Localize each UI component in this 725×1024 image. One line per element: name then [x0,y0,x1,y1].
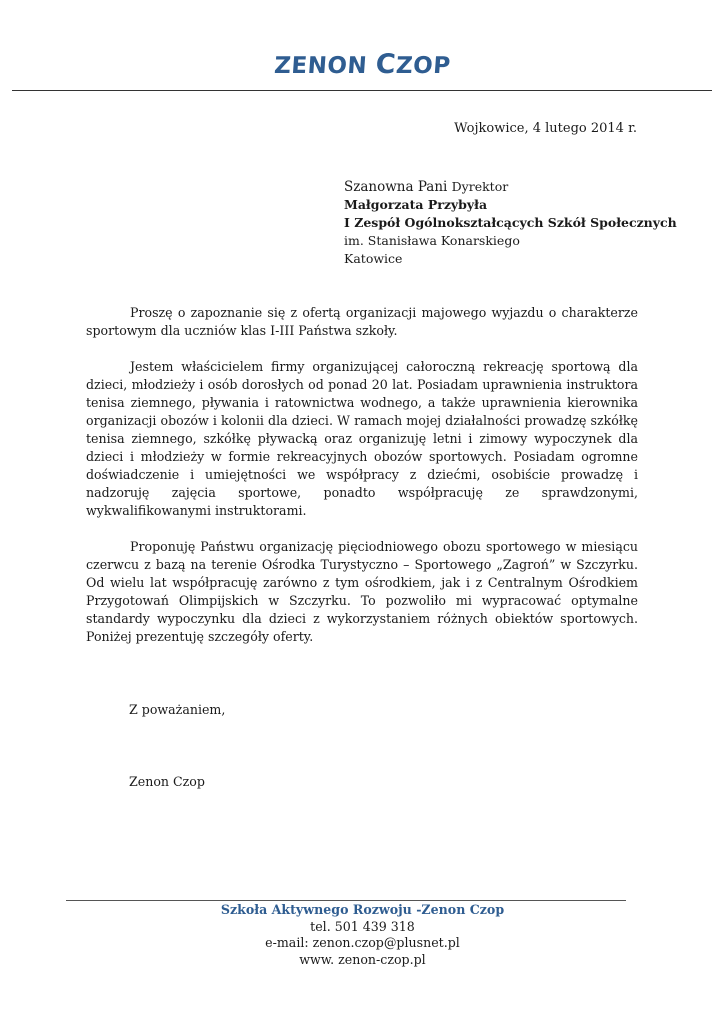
letter-body [86,304,638,664]
recipient-name: Małgorzata Przybyła [344,197,488,212]
body-paragraph-3: Proponuję Państwu organizację pięciodniowego obozu sportowego w miesiącu czerwcu z bazą na terenie Ośrodka Turystyczno – Sportowego „Zagroń” w Szczyrku. Od wielu lat współpracuję zarówno z tym ośrodkiem, jak i z Centralnym Ośrodkiem Przygotowań Olimpijskich w Szczyrku. To pozwoliło mi wypracować optymalne standardy wypoczynku dla dzieci z wykorzystaniem różnych obiektów sportowych. Poniżej prezentuję szczegóły oferty. [86,539,638,644]
recipient-salutation: Szanowna Pani [344,179,448,195]
recipient-block [344,178,677,268]
footer-email: e-mail: zenon.czop@plusnet.pl [265,935,460,950]
recipient-school: I Zespół Ogólnokształcących Szkół Społecznych [344,215,677,230]
letter-date: Wojkowice, 4 lutego 2014 r. [454,121,637,136]
footer-school-name: Szkoła Aktywnego Rozwoju -Zenon Czop [220,902,505,917]
logo-part-zop: ZOP [395,53,452,79]
recipient-title: Dyrektor [451,179,509,194]
logo-part-c: C [374,49,398,80]
recipient-city: Katowice [344,251,403,266]
recipient-salutation-line [344,178,677,196]
footer-divider [66,900,626,901]
footer-website: www. zenon-czop.pl [299,951,426,967]
letter-signature: Zenon Czop [129,774,205,789]
company-logo [0,49,725,80]
letter-footer [0,902,725,968]
header-divider [12,90,712,91]
body-paragraph-1: Proszę o zapoznanie się z ofertą organizacji majowego wyjazdu o charakterze sportowym dla uczniów klas I-III Państwa szkoły. [86,305,638,338]
letter-closing: Z poważaniem, [129,702,226,717]
body-paragraph-2: Jestem właścicielem firmy organizującej całoroczną rekreację sportową dla dzieci, młodzieży i osób dorosłych od ponad 20 lat. Posiadam uprawnienia instruktora tenisa ziemnego, pływania i ratownictwa wodnego, a także uprawnienia kierownika organizacji obozów i kolonii dla dzieci. W ramach mojej działalności prowadzę szkółkę tenisa ziemnego, szkółkę pływacką oraz organizuję letni i zimowy wypoczynek dla dzieci i młodzieży w formie rekreacyjnych obozów sportowych. Posiadam ogromne doświadczenie i umiejętności we współpracy z dziećmi, osobiście prowadzę i nadzoruję zajęcia sportowe, ponadto współpracuję ze sprawdzonymi, wykwalifikowanymi instruktorami. [86,359,638,518]
recipient-patron: im. Stanisława Konarskiego [344,233,520,248]
footer-phone: tel. 501 439 318 [310,918,415,934]
logo-part-zenon: ZENON [273,53,369,79]
